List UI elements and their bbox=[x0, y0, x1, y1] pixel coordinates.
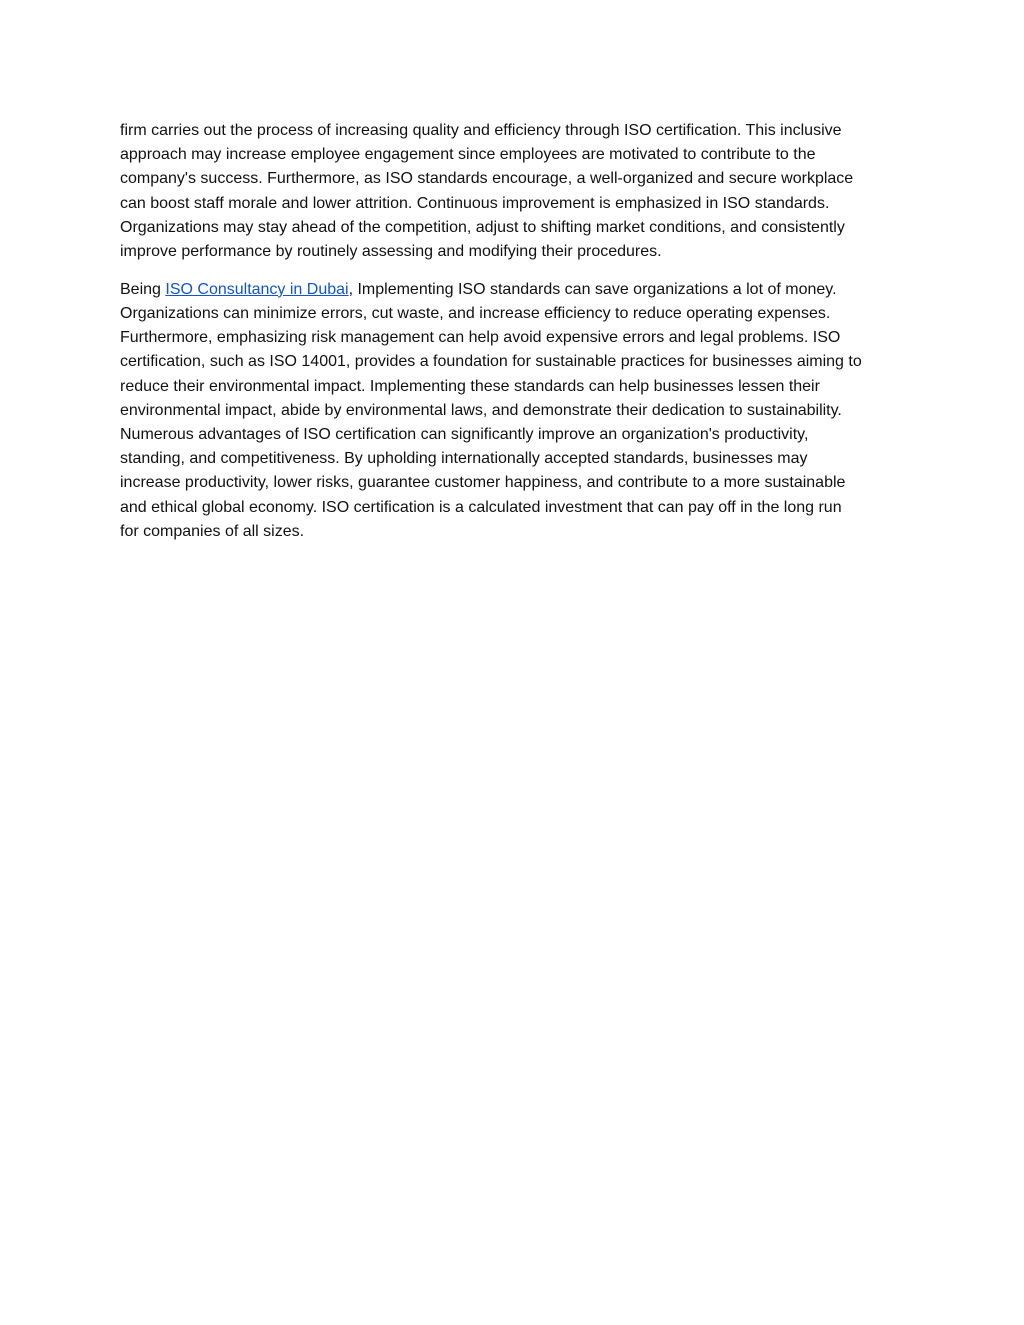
document-body bbox=[120, 119, 906, 557]
paragraph-2-prefix: Being bbox=[120, 280, 166, 298]
paragraph-1-line: approach may increase employee engagement since employees are motivated to contribute to the bbox=[120, 146, 816, 164]
paragraph-2-line: increase productivity, lower risks, guarantee customer happiness, and contribute to a more sustainable bbox=[120, 474, 846, 492]
paragraph-1-line: firm carries out the process of increasing quality and efficiency through ISO certification. This inclusive bbox=[120, 122, 842, 139]
paragraph-2-first-line-rest: , Implementing ISO standards can save organizations a lot of money. bbox=[348, 280, 837, 298]
paragraph-1 bbox=[120, 119, 906, 264]
paragraph-2-line: Numerous advantages of ISO certification can significantly improve an organization's productivity, bbox=[120, 425, 809, 443]
paragraph-2-line: for companies of all sizes. bbox=[120, 522, 305, 540]
paragraph-2-line: standing, and competitiveness. By upholding internationally accepted standards, businesses may bbox=[120, 450, 808, 468]
paragraph-2-line: Organizations can minimize errors, cut waste, and increase efficiency to reduce operating expenses. bbox=[120, 304, 831, 322]
paragraph-1-line: improve performance by routinely assessing and modifying their procedures. bbox=[120, 243, 662, 261]
paragraph-2-first-line bbox=[120, 278, 906, 302]
paragraph-2-line: environmental impact, abide by environmental laws, and demonstrate their dedication to sustainability. bbox=[120, 401, 842, 419]
paragraph-1-line: can boost staff morale and lower attrition. Continuous improvement is emphasized in ISO standards. bbox=[120, 194, 830, 212]
paragraph-2-line: Furthermore, emphasizing risk management can help avoid expensive errors and legal problems. ISO bbox=[120, 329, 841, 347]
paragraph-2 bbox=[120, 278, 906, 544]
paragraph-2-line: reduce their environmental impact. Implementing these standards can help businesses lessen their bbox=[120, 377, 820, 395]
paragraph-2-line: certification, such as ISO 14001, provides a foundation for sustainable practices for businesses aiming to bbox=[120, 353, 862, 371]
paragraph-1-line: Organizations may stay ahead of the competition, adjust to shifting market conditions, and consistently bbox=[120, 218, 845, 236]
iso-consultancy-link[interactable]: ISO Consultancy in Dubai bbox=[165, 280, 349, 298]
paragraph-2-line: and ethical global economy. ISO certification is a calculated investment that can pay off in the long run bbox=[120, 498, 842, 516]
paragraph-1-line: company's success. Furthermore, as ISO standards encourage, a well-organized and secure workplace bbox=[120, 170, 854, 188]
